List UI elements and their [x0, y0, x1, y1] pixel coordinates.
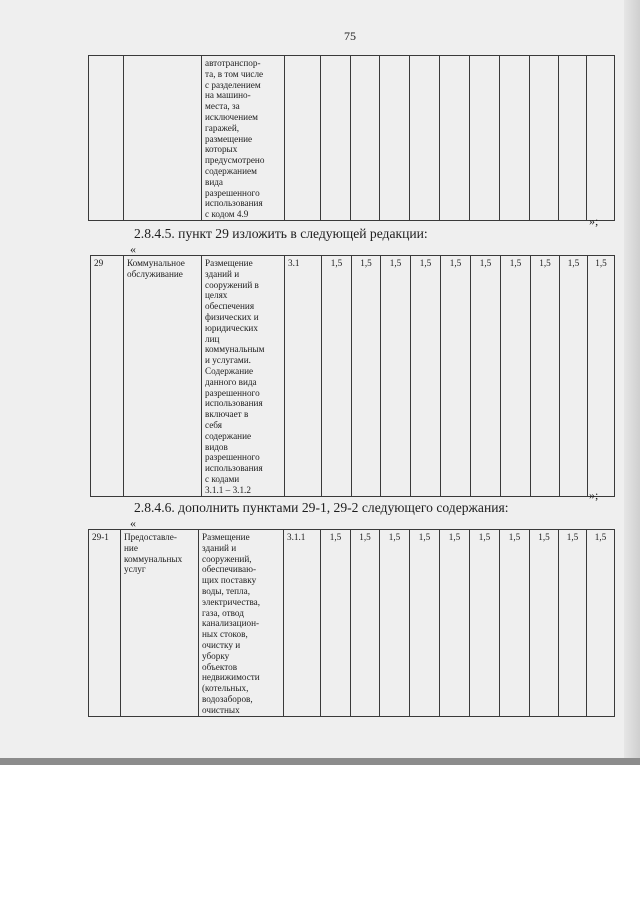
row-description: автотранспор- та, в том числе с разделением на машино- места, за исключением гаражей, размещение которых предусмотрено содержанием вида разрешенного использования с кодом 4.9: [205, 58, 265, 220]
row-number: 29: [94, 258, 104, 268]
row-value: 1,5: [449, 258, 462, 268]
row-value: 1,5: [388, 532, 401, 542]
page-edge-shadow: [624, 0, 640, 765]
row-name: [124, 56, 201, 58]
row-value: 1,5: [360, 258, 372, 268]
opening-quote: «: [130, 516, 136, 530]
row-value: 1,5: [539, 258, 551, 268]
row-value: [530, 56, 558, 58]
row-value: 1,5: [359, 532, 371, 542]
table-row: [89, 56, 615, 221]
row-code: 3.1: [288, 258, 300, 268]
row-code: 3.1.1: [287, 532, 306, 542]
row-value: 1,5: [567, 258, 580, 268]
row-value: [440, 56, 469, 58]
row-name: Предоставле- ние коммунальных услуг: [124, 532, 183, 575]
table-row: [89, 530, 615, 717]
row-code: [285, 56, 320, 58]
row-description: Размещение зданий и сооружений, обеспечиваю- щих поставку воды, тепла, электричества, газа, отвод канализацион- ных стоков, очистку и уборку объектов недвижимости (котельных, водозаборов, очистных: [202, 532, 261, 715]
closing-quote: »;: [589, 488, 599, 502]
row-value: 1,5: [508, 532, 521, 542]
closing-quote: »;: [589, 214, 599, 228]
row-value: [559, 56, 586, 58]
row-value: 1,5: [448, 532, 461, 542]
row-value: 1,5: [595, 258, 607, 268]
row-number: [89, 56, 123, 58]
row-value: 1,5: [389, 258, 402, 268]
table-section-1: [90, 255, 615, 497]
table-top-continuation: [88, 55, 615, 221]
row-value: 1,5: [566, 532, 579, 542]
row-value: 1,5: [478, 532, 491, 542]
row-value: 1,5: [479, 258, 492, 268]
row-value: [410, 56, 439, 58]
row-value: 1,5: [419, 258, 432, 268]
row-value: [321, 56, 350, 58]
row-value: [380, 56, 409, 58]
row-value: 1,5: [329, 532, 342, 542]
row-name: Коммунальное обслуживание: [127, 258, 185, 279]
row-value: 1,5: [418, 532, 431, 542]
row-number: 29-1: [92, 532, 109, 542]
row-description: Размещение зданий и сооружений в целях обеспечения физических и юридических лиц коммунальным и услугами. Содержание данного вида разрешенного использования включает в себя содержание видов разрешенного использования с кодами 3.1.1 – 3.1.2: [205, 258, 265, 495]
row-value: [351, 56, 379, 58]
row-value: [470, 56, 499, 58]
row-value: 1,5: [594, 532, 607, 542]
section-heading: 2.8.4.5. пункт 29 изложить в следующей редакции:: [134, 226, 428, 241]
row-value: 1,5: [509, 258, 522, 268]
row-value: 1,5: [538, 532, 550, 542]
section-heading: 2.8.4.6. дополнить пунктами 29-1, 29-2 следующего содержания:: [134, 500, 509, 515]
row-value: 1,5: [330, 258, 343, 268]
table-section-2: [88, 529, 615, 717]
row-value: [587, 56, 614, 58]
page-bottom-edge: [0, 758, 640, 765]
table-row: [91, 256, 615, 497]
page-number: 75: [344, 29, 356, 43]
opening-quote: «: [130, 242, 136, 256]
row-value: [500, 56, 529, 58]
